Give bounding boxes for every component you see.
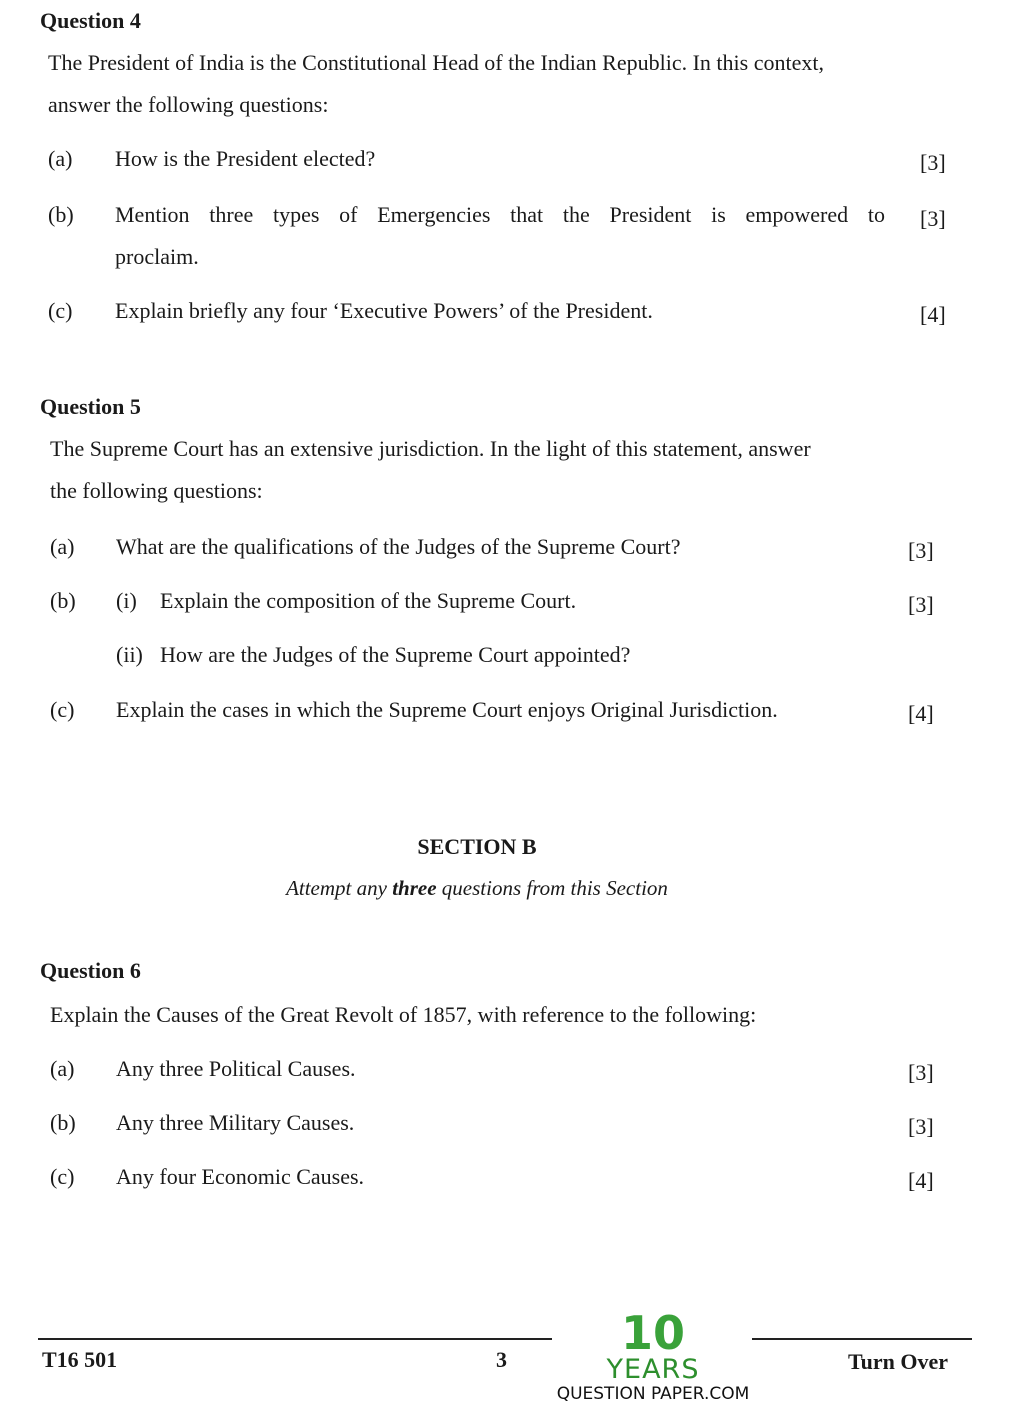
question-5-intro: [50, 428, 900, 512]
q4-c-text: Explain briefly any four ‘Executive Powers’ of the President.: [115, 298, 653, 323]
q5-b-label: (b): [50, 588, 76, 613]
q5-b-marks: [3]: [908, 592, 934, 617]
q4-a-label: (a): [48, 146, 73, 171]
q4-b-text-line-1: Mention three types of Emergencies that the President is empowered to: [115, 202, 885, 227]
q5-b-ii-text: How are the Judges of the Supreme Court appointed?: [160, 642, 631, 667]
q5-b-ii-label: (ii): [116, 642, 143, 667]
q4-c-marks: [4]: [920, 302, 946, 327]
q6-b-marks: [3]: [908, 1114, 934, 1139]
q5-c-marks: [4]: [908, 701, 934, 726]
q5-c-text: Explain the cases in which the Supreme Court enjoys Original Jurisdiction.: [116, 697, 778, 722]
question-4-intro-line-1: The President of India is the Constitutional Head of the Indian Republic. In this context,: [48, 50, 824, 75]
section-b-instruction-emphasis: three: [392, 876, 437, 900]
footer-rule-left: [38, 1338, 552, 1340]
q6-c-marks: [4]: [908, 1168, 934, 1193]
q6-a-text: Any three Political Causes.: [116, 1056, 356, 1081]
section-b-title: SECTION B: [417, 834, 537, 859]
q6-c-label: (c): [50, 1164, 75, 1189]
section-b-instruction: [0, 876, 954, 901]
logo-site: QUESTION PAPER.COM: [556, 1384, 750, 1404]
q4-b-label: (b): [48, 202, 74, 227]
question-4-intro-line-2: answer the following questions:: [48, 92, 329, 117]
q5-b-i-label: (i): [116, 588, 137, 613]
paper-code: T16 501: [42, 1347, 118, 1372]
turn-over: Turn Over: [848, 1349, 949, 1374]
question-4-intro: [48, 42, 898, 126]
section-b-instruction-post: questions from this Section: [436, 876, 668, 900]
q5-c-label: (c): [50, 697, 75, 722]
q5-a-label: (a): [50, 534, 75, 559]
q6-a-marks: [3]: [908, 1060, 934, 1085]
question-6-title: Question 6: [40, 958, 141, 983]
q6-a-label: (a): [50, 1056, 75, 1081]
question-5-intro-line-2: the following questions:: [50, 478, 263, 503]
footer-rule-right: [752, 1338, 972, 1340]
question-6-intro: Explain the Causes of the Great Revolt of 1857, with reference to the following:: [50, 1002, 757, 1027]
q4-b-text-line-2: proclaim.: [115, 244, 199, 269]
section-b-instruction-pre: Attempt any: [286, 876, 393, 900]
q4-a-text: How is the President elected?: [115, 146, 376, 171]
logo-number: 10: [620, 1306, 685, 1360]
question-5-title: Question 5: [40, 394, 141, 419]
q6-c-text: Any four Economic Causes.: [116, 1164, 365, 1189]
q4-c-label: (c): [48, 298, 73, 323]
q6-b-label: (b): [50, 1110, 76, 1135]
q5-b-i-text: Explain the composition of the Supreme Court.: [160, 588, 577, 613]
logo-years: YEARS: [606, 1354, 700, 1385]
question-4-title: Question 4: [40, 8, 141, 33]
watermark-logo: [548, 1306, 758, 1404]
q5-a-text: What are the qualifications of the Judges of the Supreme Court?: [116, 534, 681, 559]
question-5-intro-line-1: The Supreme Court has an extensive jurisdiction. In the light of this statement, answer: [50, 436, 811, 461]
q6-b-text: Any three Military Causes.: [116, 1110, 355, 1135]
q4-a-marks: [3]: [920, 150, 946, 175]
q5-a-marks: [3]: [908, 538, 934, 563]
page-number: 3: [496, 1347, 507, 1372]
q4-b-marks: [3]: [920, 206, 946, 231]
